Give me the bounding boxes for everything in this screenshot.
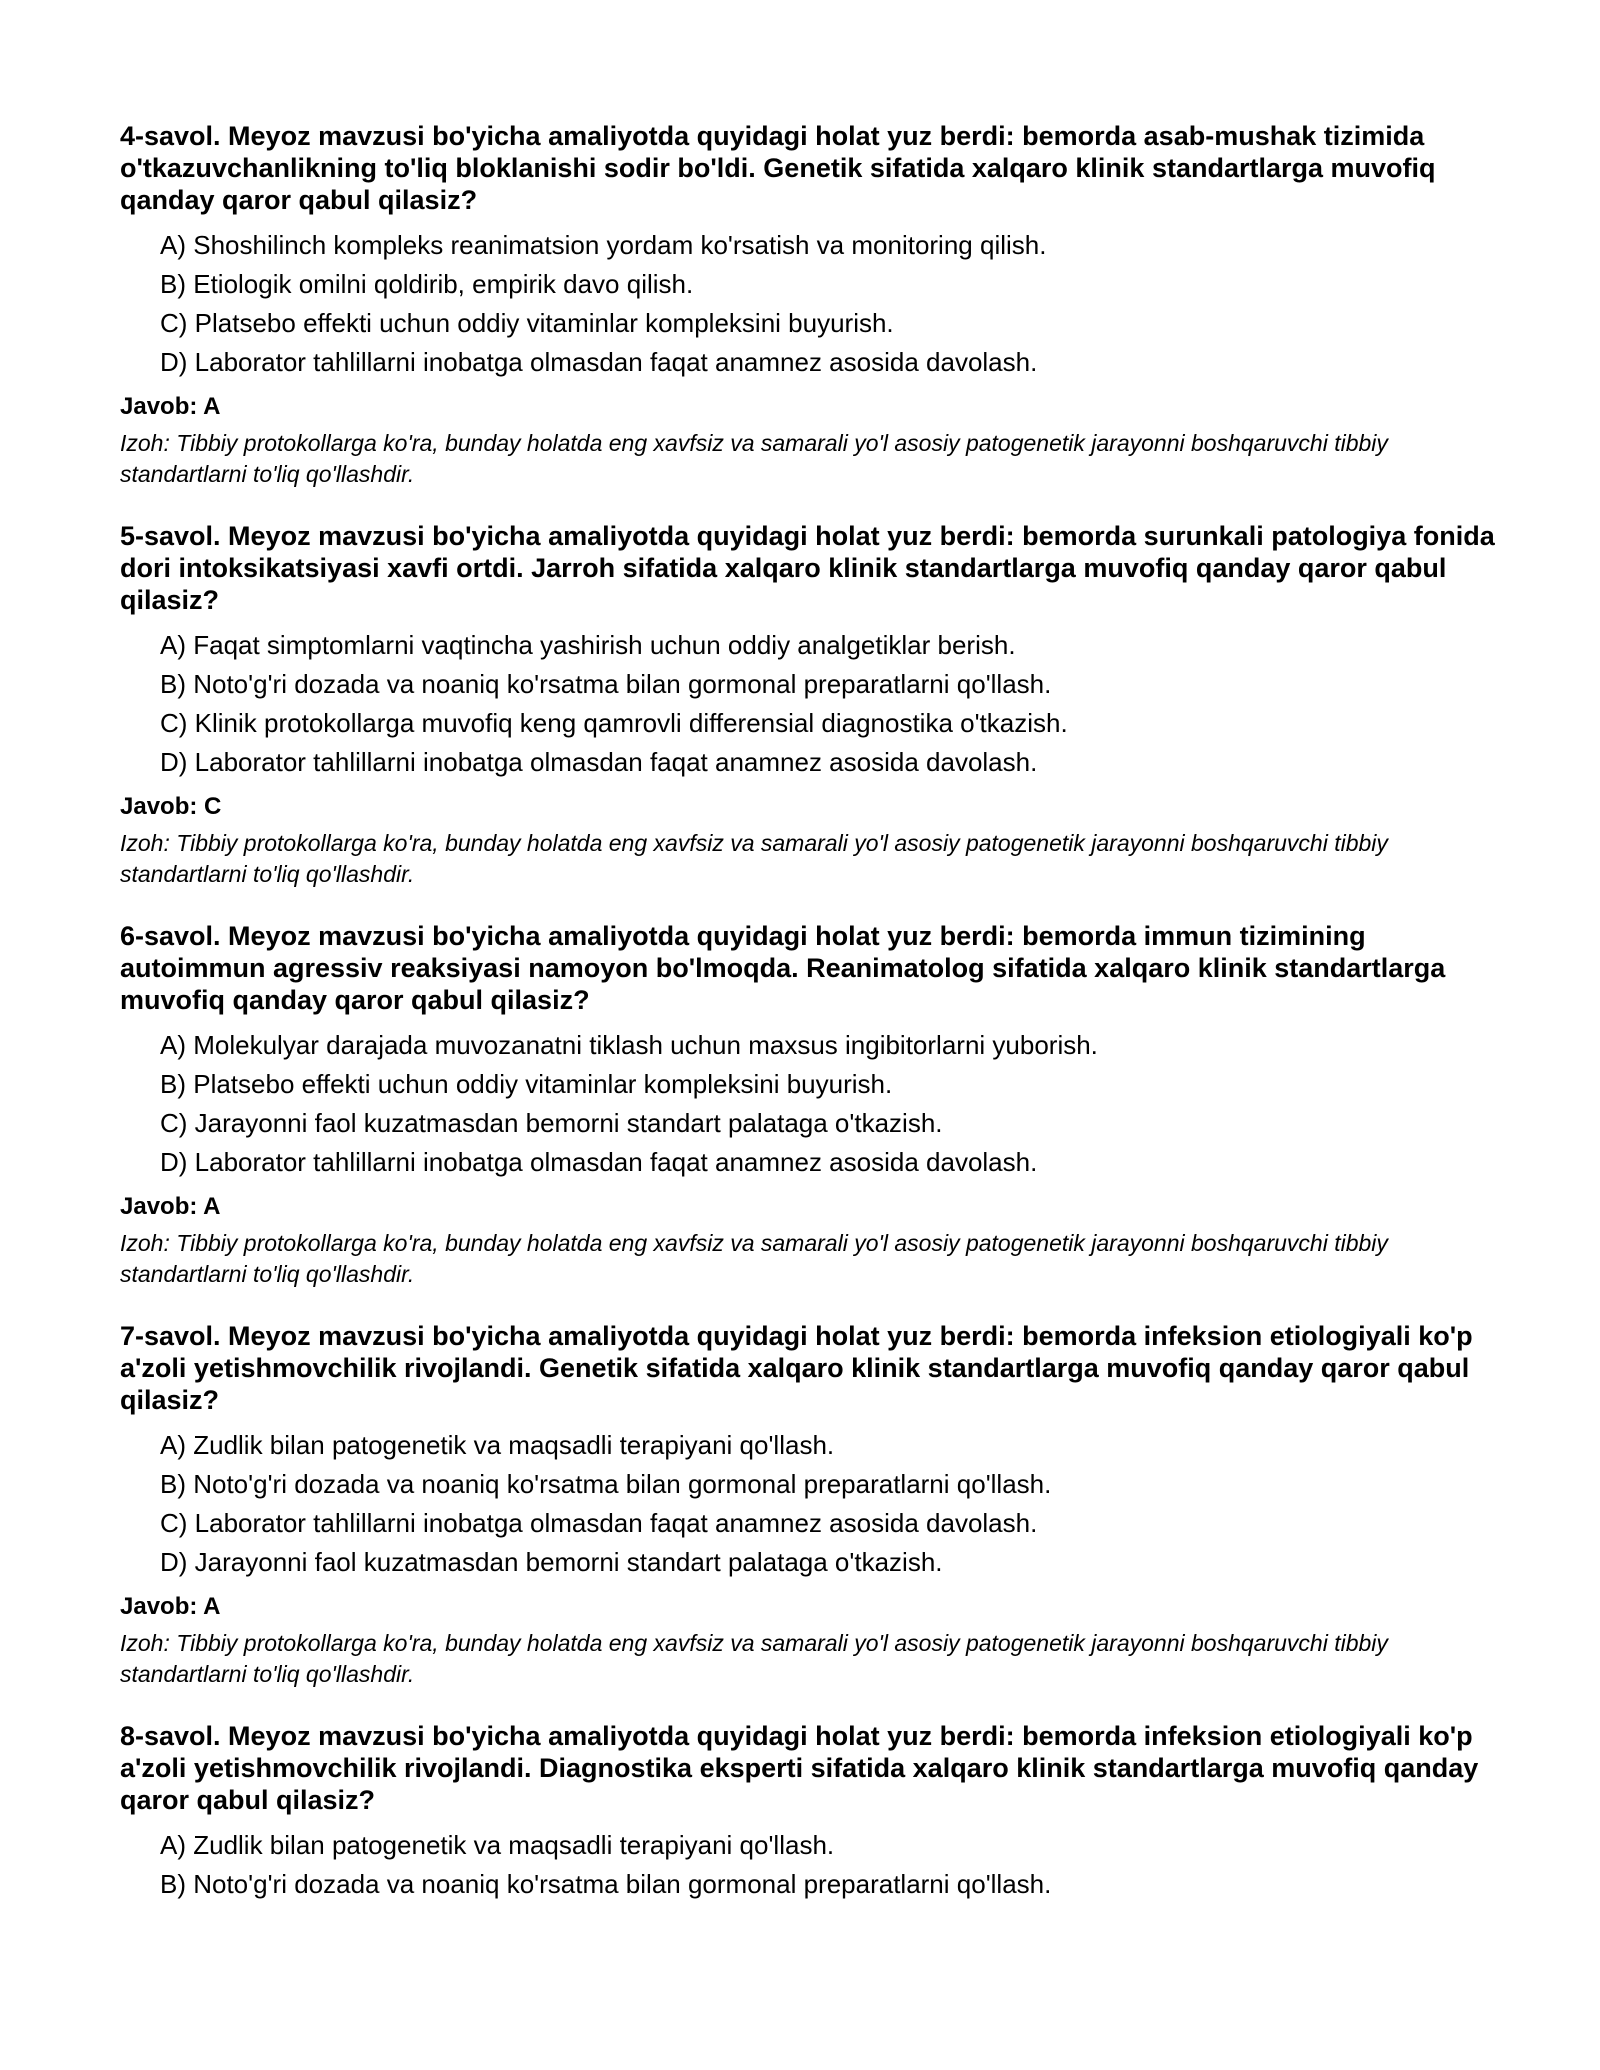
option-b: B) Noto'g'ri dozada va noaniq ko'rsatma bilan gormonal preparatlarni qo'llash. bbox=[160, 1869, 1052, 1899]
option-b: B) Etiologik omilni qoldirib, empirik davo qilish. bbox=[160, 269, 694, 299]
options-list bbox=[120, 1826, 1500, 1904]
question-block bbox=[120, 920, 1500, 1290]
explanation-text: Izoh: Tibbiy protokollarga ko'ra, bunday holatda eng xavfsiz va samarali yo'l asosiy patogenetik jarayonni boshqaruvchi tibbiy standartlarni to'liq qo'llashdir. bbox=[120, 1230, 1388, 1287]
options-list bbox=[120, 226, 1500, 382]
explanation-text: Izoh: Tibbiy protokollarga ko'ra, bunday holatda eng xavfsiz va samarali yo'l asosiy patogenetik jarayonni boshqaruvchi tibbiy standartlarni to'liq qo'llashdir. bbox=[120, 830, 1388, 887]
option-b: B) Noto'g'ri dozada va noaniq ko'rsatma bilan gormonal preparatlarni qo'llash. bbox=[160, 669, 1052, 699]
option-a: A) Molekulyar darajada muvozanatni tiklash uchun maxsus ingibitorlarni yuborish. bbox=[160, 1030, 1098, 1060]
question-title: 6-savol. Meyoz mavzusi bo'yicha amaliyotda quyidagi holat yuz berdi: bemorda immun tizimining autoimmun agressiv reaksiyasi namoyon bo'lmoqda. Reanimatolog sifatida xalqaro klinik standartlarga muvofiq qanday qaror qabul qilasiz? bbox=[120, 921, 1446, 1015]
question-block bbox=[120, 120, 1500, 490]
question-title: 7-savol. Meyoz mavzusi bo'yicha amaliyotda quyidagi holat yuz berdi: bemorda infeksion etiologiyali ko'p a'zoli yetishmovchilik rivojlandi. Genetik sifatida xalqaro klinik standartlarga muvofiq qanday qaror qabul qilasiz? bbox=[120, 1321, 1473, 1415]
question-title: 8-savol. Meyoz mavzusi bo'yicha amaliyotda quyidagi holat yuz berdi: bemorda infeksion etiologiyali ko'p a'zoli yetishmovchilik rivojlandi. Diagnostika eksperti sifatida xalqaro klinik standartlarga muvofiq qanday qaror qabul qilasiz? bbox=[120, 1721, 1479, 1815]
answer-label: Javob: A bbox=[120, 1193, 221, 1220]
option-c: C) Jarayonni faol kuzatmasdan bemorni standart palataga o'tkazish. bbox=[160, 1108, 943, 1138]
document-page bbox=[120, 120, 1500, 1934]
option-c: C) Platsebo effekti uchun oddiy vitaminlar kompleksini buyurish. bbox=[160, 308, 894, 338]
options-list bbox=[120, 1426, 1500, 1582]
question-title: 5-savol. Meyoz mavzusi bo'yicha amaliyotda quyidagi holat yuz berdi: bemorda surunkali patologiya fonida dori intoksikatsiyasi xavfi ortdi. Jarroh sifatida xalqaro klinik standartlarga muvofiq qanday qaror qabul qilasiz? bbox=[120, 521, 1495, 615]
options-list bbox=[120, 626, 1500, 782]
explanation-text: Izoh: Tibbiy protokollarga ko'ra, bunday holatda eng xavfsiz va samarali yo'l asosiy patogenetik jarayonni boshqaruvchi tibbiy standartlarni to'liq qo'llashdir. bbox=[120, 1630, 1388, 1687]
options-list bbox=[120, 1026, 1500, 1182]
option-a: A) Shoshilinch kompleks reanimatsion yordam ko'rsatish va monitoring qilish. bbox=[160, 230, 1047, 260]
option-d: D) Laborator tahlillarni inobatga olmasdan faqat anamnez asosida davolash. bbox=[160, 1147, 1038, 1177]
answer-label: Javob: C bbox=[120, 793, 222, 820]
option-b: B) Noto'g'ri dozada va noaniq ko'rsatma bilan gormonal preparatlarni qo'llash. bbox=[160, 1469, 1052, 1499]
explanation-text: Izoh: Tibbiy protokollarga ko'ra, bunday holatda eng xavfsiz va samarali yo'l asosiy patogenetik jarayonni boshqaruvchi tibbiy standartlarni to'liq qo'llashdir. bbox=[120, 430, 1388, 487]
question-block bbox=[120, 1720, 1500, 1904]
option-d: D) Laborator tahlillarni inobatga olmasdan faqat anamnez asosida davolash. bbox=[160, 747, 1038, 777]
answer-label: Javob: A bbox=[120, 393, 221, 420]
question-title: 4-savol. Meyoz mavzusi bo'yicha amaliyotda quyidagi holat yuz berdi: bemorda asab-mushak tizimida o'tkazuvchanlikning to'liq bloklanishi sodir bo'ldi. Genetik sifatida xalqaro klinik standartlarga muvofiq qanday qaror qabul qilasiz? bbox=[120, 121, 1436, 215]
option-c: C) Laborator tahlillarni inobatga olmasdan faqat anamnez asosida davolash. bbox=[160, 1508, 1038, 1538]
option-d: D) Laborator tahlillarni inobatga olmasdan faqat anamnez asosida davolash. bbox=[160, 347, 1038, 377]
option-c: C) Klinik protokollarga muvofiq keng qamrovli differensial diagnostika o'tkazish. bbox=[160, 708, 1068, 738]
answer-label: Javob: A bbox=[120, 1593, 221, 1620]
question-block bbox=[120, 520, 1500, 890]
option-b: B) Platsebo effekti uchun oddiy vitaminlar kompleksini buyurish. bbox=[160, 1069, 893, 1099]
question-block bbox=[120, 1320, 1500, 1690]
option-d: D) Jarayonni faol kuzatmasdan bemorni standart palataga o'tkazish. bbox=[160, 1547, 943, 1577]
option-a: A) Zudlik bilan patogenetik va maqsadli terapiyani qo'llash. bbox=[160, 1430, 835, 1460]
option-a: A) Faqat simptomlarni vaqtincha yashirish uchun oddiy analgetiklar berish. bbox=[160, 630, 1016, 660]
option-a: A) Zudlik bilan patogenetik va maqsadli terapiyani qo'llash. bbox=[160, 1830, 835, 1860]
